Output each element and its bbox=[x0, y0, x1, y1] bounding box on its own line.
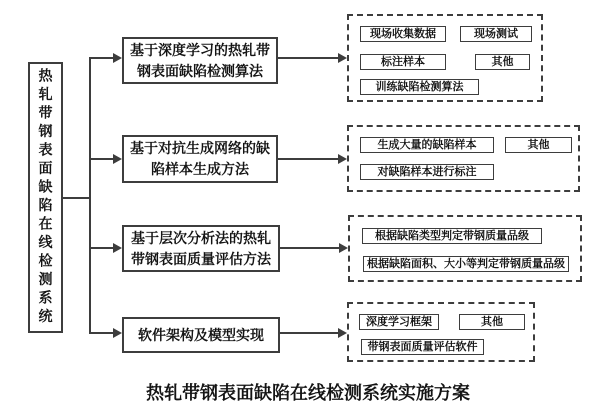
trunk-line bbox=[89, 57, 91, 334]
task-item: 根据缺陷面积、大小等判定带钢质量品级 bbox=[363, 256, 569, 272]
branch-node-deep-learning-detection: 基于深度学习的热轧带钢表面缺陷检测算法 bbox=[122, 37, 278, 84]
root-connector-line bbox=[62, 197, 90, 199]
task-item: 根据缺陷类型判定带钢质量品级 bbox=[362, 228, 542, 244]
arrow-to-group-1 bbox=[278, 57, 338, 59]
task-group-3 bbox=[348, 215, 582, 282]
task-item: 生成大量的缺陷样本 bbox=[360, 137, 494, 153]
branch-node-software-architecture: 软件架构及模型实现 bbox=[122, 317, 280, 353]
branch-node-gan-sample-generation: 基于对抗生成网络的缺陷样本生成方法 bbox=[122, 135, 278, 183]
task-item: 现场测试 bbox=[460, 26, 532, 42]
arrow-to-branch-3 bbox=[89, 247, 113, 249]
root-node: 热轧带钢表面缺陷在线检测系统 bbox=[28, 62, 63, 333]
arrow-to-branch-2 bbox=[89, 158, 113, 160]
task-item: 现场收集数据 bbox=[360, 26, 446, 42]
diagram-caption: 热轧带钢表面缺陷在线检测系统实施方案 bbox=[146, 383, 470, 403]
task-item: 其他 bbox=[505, 137, 572, 153]
task-item: 其他 bbox=[459, 314, 525, 330]
arrow-to-group-3 bbox=[280, 247, 339, 249]
task-item: 训练缺陷检测算法 bbox=[360, 79, 479, 95]
branch-node-ahp-quality-evaluation: 基于层次分析法的热轧带钢表面质量评估方法 bbox=[122, 225, 280, 272]
task-group-1 bbox=[347, 14, 543, 102]
arrow-to-group-2 bbox=[278, 158, 338, 160]
arrow-to-group-4 bbox=[280, 332, 338, 334]
task-item: 其他 bbox=[475, 54, 530, 70]
arrow-to-branch-1 bbox=[89, 57, 113, 59]
task-item: 深度学习框架 bbox=[359, 314, 439, 330]
task-item: 标注样本 bbox=[360, 54, 446, 70]
task-item: 对缺陷样本进行标注 bbox=[360, 164, 494, 180]
arrow-to-branch-4 bbox=[89, 332, 113, 334]
task-item: 带钢表面质量评估软件 bbox=[361, 339, 484, 355]
task-group-2 bbox=[347, 125, 580, 192]
task-group-4 bbox=[347, 302, 535, 362]
